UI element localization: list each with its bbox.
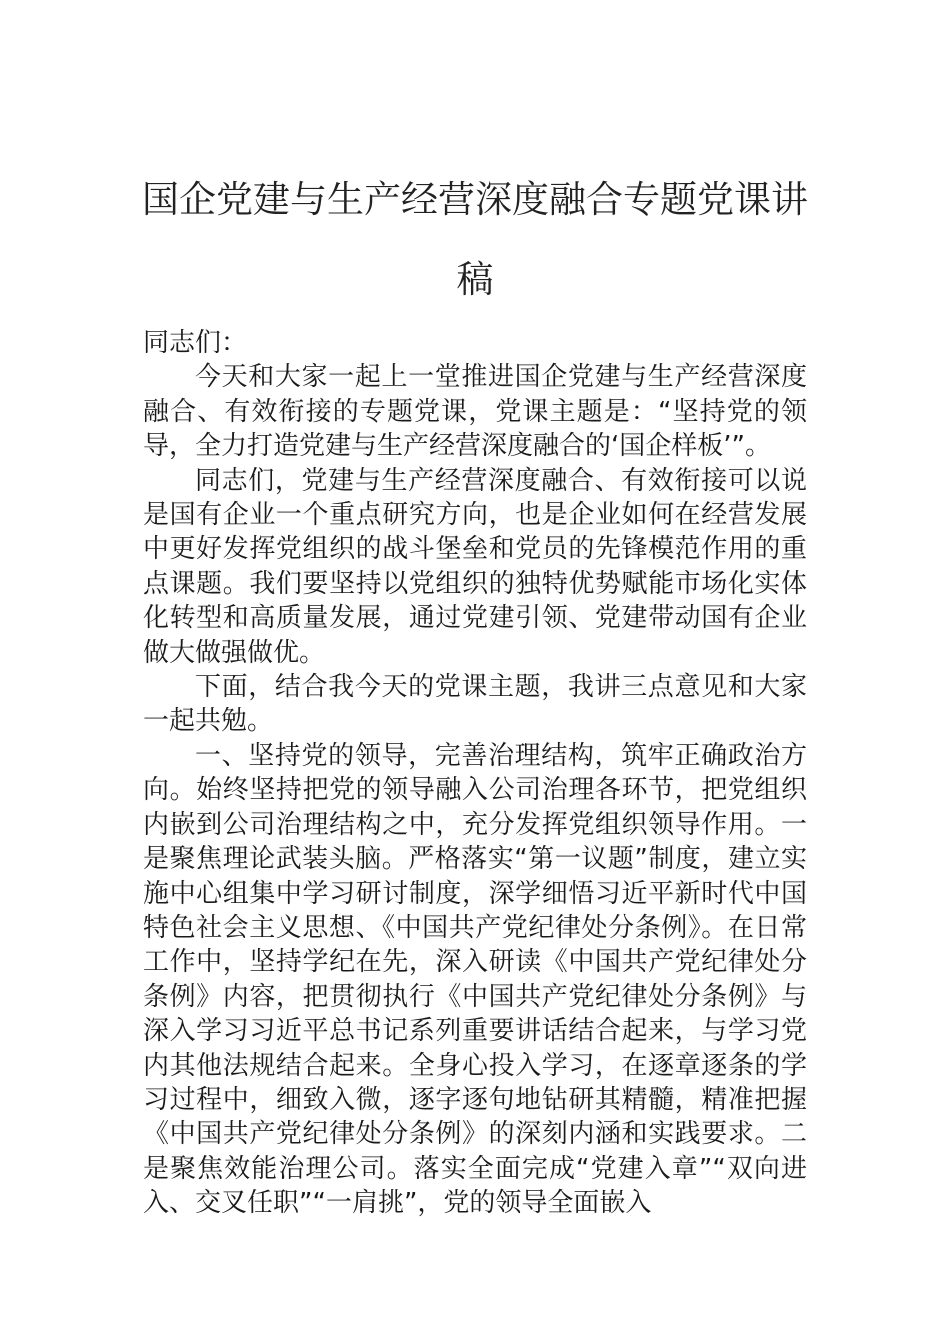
paragraph-outline: 下面，结合我今天的党课主题，我讲三点意见和大家一起共勉。 — [143, 672, 807, 737]
paragraph-intro: 今天和大家一起上一堂推进国企党建与生产经营深度融合、有效衔接的专题党课，党课主题是：“坚持党的领导，全力打造党建与生产经营深度融合的‘国企样板’”。 — [143, 362, 807, 462]
paragraph-significance: 同志们，党建与生产经营深度融合、有效衔接可以说是国有企业一个重点研究方向，也是企业如何在经营发展中更好发挥党组织的战斗堡垒和党员的先锋模范作用的重点课题。我们要坚持以党组织的独特优势赋能市场化实体化转型和高质量发展，通过党建引领、党建带动国有企业做大做强做优。 — [143, 465, 807, 668]
salutation: 同志们： — [143, 328, 248, 358]
document-title: 国企党建与生产经营深度融合专题党课讲稿 — [142, 178, 808, 301]
paragraph-point-one: 一、坚持党的领导，完善治理结构，筑牢正确政治方向。始终坚持把党的领导融入公司治理各环节，把党组织内嵌到公司治理结构之中，充分发挥党组织领导作用。一是聚焦理论武装头脑。严格落实“第一议题”制度，建立实施中心组集中学习研讨制度，深学细悟习近平新时代中国特色社会主义思想、《中国共产党纪律处分条例》。在日常工作中，坚持学纪在先，深入研读《中国共产党纪律处分条例》内容，把贯彻执行《中国共产党纪律处分条例》与深入学习习近平总书记系列重要讲话结合起来，与学习党内其他法规结合起来。全身心投入学习，在逐章逐条的学习过程中，细致入微，逐字逐句地钻研其精髓，精准把握《中国共产党纪律处分条例》的深刻内涵和实践要求。二是聚焦效能治理公司。落实全面完成“党建入章”“双向进入、交叉任职”“一肩挑”，党的领导全面嵌入 — [143, 740, 807, 1219]
document-body — [143, 326, 807, 1221]
